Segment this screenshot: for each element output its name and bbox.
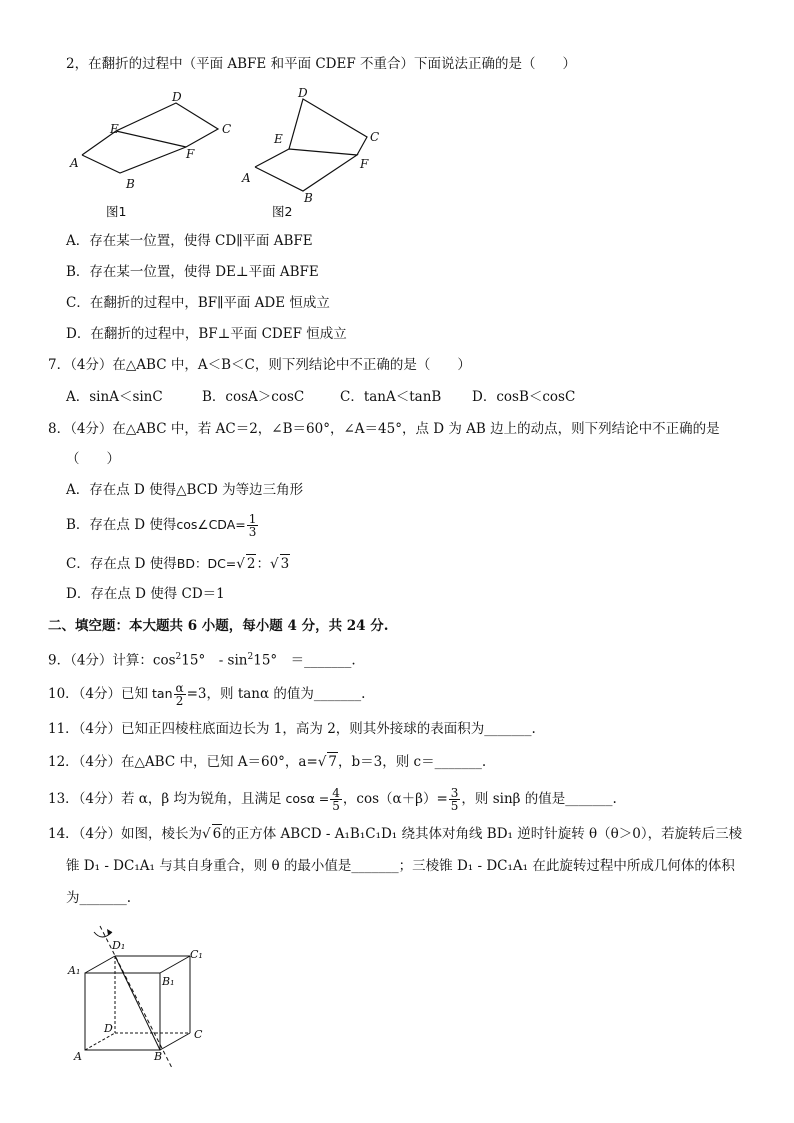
- cube-label-d: D: [104, 1022, 113, 1035]
- fig1-label-b: B: [126, 177, 135, 191]
- cube-label-d1: D₁: [112, 939, 126, 952]
- figure-1: [60, 85, 250, 195]
- section-2-heading: 二、填空题：本大题共 6 小题，每小题 4 分，共 24 分.: [48, 618, 389, 634]
- q8-option-d: D．存在点 D 使得 CD＝1: [66, 586, 225, 602]
- q13-fraction-1: $\frac{4}{5}$: [332, 786, 340, 813]
- cube-label-a: A: [74, 1050, 82, 1063]
- q9: 9．（4分）计算：$\cos^215^\circ$ - $\sin^215^\circ$ ＝_______.: [48, 652, 356, 669]
- q8-option-a: A．存在点 D 使得△BCD 为等边三角形: [66, 482, 304, 498]
- q8-stem-paren: （ ）: [66, 451, 120, 467]
- q13-fraction-2: $\frac{3}{5}$: [450, 786, 459, 813]
- figure-2-caption: 图2: [272, 204, 293, 219]
- fig2-label-b: B: [304, 191, 313, 205]
- q11: 11．（4分）已知正四棱柱底面边长为 1，高为 2，则其外接球的表面积为_______.: [48, 721, 536, 737]
- q14-line-2: 锥 D₁ - DC₁A₁ 与其自身重合，则 θ 的最小值是_______；三棱锥 D₁ - DC₁A₁ 在此旋转过程中所成几何体的体积: [66, 858, 735, 874]
- q7-option-b: B．cosA＞cosC: [202, 389, 305, 405]
- q8-option-b-prefix: B．存在点 D 使得: [66, 517, 177, 533]
- q12: 12．（4分）在△ABC 中，已知 A＝60°，a=√ 7，b＝3，则 c＝_______.: [48, 754, 487, 770]
- q8-option-c-sqrt3: 3: [280, 556, 290, 572]
- figure-1-caption: 图1: [106, 204, 127, 219]
- q14-line-1: 14．（4分）如图，棱长为√ 6的正方体 ABCD - A₁B₁C₁D₁ 绕其体对角线 BD₁ 逆时针旋转 θ（θ＞0），若旋转后三棱: [48, 826, 743, 842]
- fig2-label-d: D: [298, 86, 308, 100]
- q10: 10．（4分）已知 tan $\frac{\alpha}{2}$ =3，则 tanα 的值为_______.: [48, 681, 366, 708]
- fig2-label-a: A: [242, 171, 251, 185]
- q10-fraction: $\frac{\alpha}{2}$: [175, 681, 184, 708]
- q8-option-c-expr: BD：DC=: [176, 556, 237, 571]
- q13: 13．（4分）若 α，β 均为锐角，且满足 cosα = $\frac{4}{5}$ ，cos（α＋β）= $\frac{3}{5}$ ，则 sinβ 的值是_______.: [48, 786, 617, 813]
- q7-stem: 7．（4分）在△ABC 中，A＜B＜C，则下列结论中不正确的是（ ）: [48, 357, 471, 373]
- fig1-label-a: A: [70, 156, 79, 170]
- q8-stem: 8．（4分）在△ABC 中，若 AC＝2，∠B＝60°，∠A＝45°，点 D 为 AB 边上的动点，则下列结论中不正确的是: [48, 421, 720, 437]
- fold-option-a: A．存在某一位置，使得 CD∥平面 ABFE: [66, 233, 313, 249]
- q8-option-c-sep: ：: [256, 556, 270, 572]
- fold-option-c: C．在翻折的过程中，BF∥平面 ADE 恒成立: [66, 295, 330, 311]
- figure-2: [245, 85, 385, 200]
- q8-option-b-expr: cos∠CDA=: [176, 517, 246, 532]
- cube-figure: [60, 918, 230, 1073]
- q8-option-c: C．存在点 D 使得BD：DC=√ 2：√ 3: [66, 556, 290, 572]
- q7-option-d: D．cosB＜cosC: [472, 389, 576, 405]
- q7-option-c: C．tanA＜tanB: [340, 389, 442, 405]
- fold-option-b: B．存在某一位置，使得 DE⊥平面 ABFE: [66, 264, 319, 280]
- fig2-label-e: E: [274, 132, 283, 146]
- fold-option-d: D．在翻折的过程中，BF⊥平面 CDEF 恒成立: [66, 326, 347, 342]
- fig1-label-c: C: [222, 122, 232, 136]
- fig1-label-e: E: [110, 122, 119, 136]
- q8-option-c-sqrt2: 2: [246, 556, 256, 572]
- q8-option-b-fraction: $\frac{1}{3}$: [248, 512, 257, 539]
- fold-question-stem: 2，在翻折的过程中（平面 ABFE 和平面 CDEF 不重合）下面说法正确的是（ ）: [66, 56, 577, 72]
- q7-option-a: A．sinA＜sinC: [66, 389, 163, 405]
- q8-option-b: [66, 513, 259, 538]
- fig2-label-c: C: [370, 130, 380, 144]
- cube-label-c1: C₁: [190, 948, 203, 961]
- cube-label-a1: A₁: [68, 964, 81, 977]
- cube-label-c: C: [194, 1028, 203, 1041]
- q8-option-c-prefix: C．存在点 D 使得: [66, 556, 177, 572]
- fig2-label-f: F: [360, 157, 369, 171]
- cube-label-b1: B₁: [162, 975, 175, 988]
- cube-label-b: B: [154, 1050, 163, 1063]
- fig1-label-d: D: [172, 90, 182, 104]
- fig1-label-f: F: [186, 147, 195, 161]
- q14-line-3: 为_______.: [66, 890, 132, 906]
